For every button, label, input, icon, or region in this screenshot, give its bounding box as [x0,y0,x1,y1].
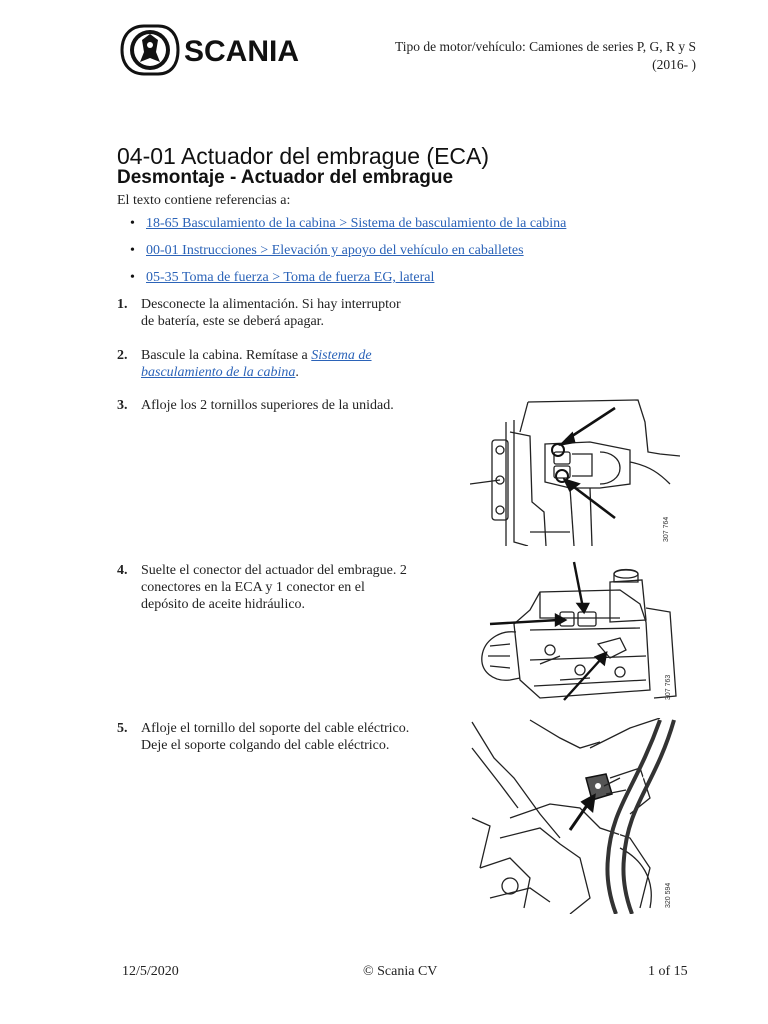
step-line: Desconecte la alimentación. Si hay interruptor [141,297,401,312]
reference-item [130,268,566,295]
step-line: de batería, este se deberá apagar. [141,314,325,329]
step-2 [117,347,457,387]
figure-code: 320 594 [665,882,672,908]
step-number: 5. [117,721,128,736]
step-text [141,296,401,330]
step-line: depósito de aceite hidráulico. [141,597,306,612]
header-meta-line2: (2016- ) [652,57,696,72]
figure-cable-bracket [470,718,680,914]
scania-logo [118,18,330,82]
step-link-cab-tilt[interactable]: Sistema de [311,348,372,363]
references-intro: El texto contiene referencias a: [117,193,291,208]
step-text-post: . [295,365,299,380]
step-line: Deje el soporte colgando del cable eléctrico. [141,738,390,753]
step-line: Afloje los 2 tornillos superiores de la unidad. [141,398,394,413]
reference-link-lifting[interactable]: 00-01 Instrucciones > Elevación y apoyo del vehículo en caballetes [146,243,524,258]
header-meta [395,38,696,74]
step-text [141,397,394,414]
step-number: 2. [117,348,128,363]
reference-link-pto[interactable]: 05-35 Toma de fuerza > Toma de fuerza EG, lateral [146,270,435,285]
step-line: Suelte el conector del actuador del embrague. 2 [141,563,407,578]
step-4 [117,562,457,618]
bullet: • [130,216,135,231]
footer-date: 12/5/2020 [122,964,179,979]
step-number: 1. [117,297,128,312]
step-number: 3. [117,398,128,413]
reference-link-cab-tilt[interactable]: 18-65 Basculamiento de la cabina > Sistema de basculamiento de la cabina [146,216,567,231]
header-meta-line1: Tipo de motor/vehículo: Camiones de series P, G, R y S [395,39,696,54]
bullet: • [130,243,135,258]
reference-item [130,241,566,268]
step-link-cab-tilt-cont[interactable]: basculamiento de la cabina [141,365,296,380]
step-number: 4. [117,563,128,578]
step-line: conectores en la ECA y 1 conector en el [141,580,365,595]
reference-list [130,214,566,295]
step-3 [117,397,457,417]
step-text-pre: Bascule la cabina. Remítase a [141,348,312,363]
step-5 [117,720,457,760]
page-title: 04-01 Actuador del embrague (ECA) [117,143,490,169]
step-line: Afloje el tornillo del soporte del cable eléctrico. [141,721,410,736]
figure-code: 307 763 [665,674,672,700]
brand-wordmark: SCANIA [184,35,300,68]
figure-unit-bolts [470,392,680,546]
step-1 [117,296,457,336]
figure-code: 307 764 [663,516,670,542]
step-text [141,347,372,381]
step-text [141,562,407,613]
footer-copyright: © Scania CV [363,964,438,979]
figure-connectors [470,560,680,708]
step-text [141,720,409,754]
reference-item [130,214,566,241]
footer-page-number: 1 of 15 [648,964,688,979]
page-subtitle: Desmontaje - Actuador del embrague [117,167,454,188]
bullet: • [130,270,135,285]
